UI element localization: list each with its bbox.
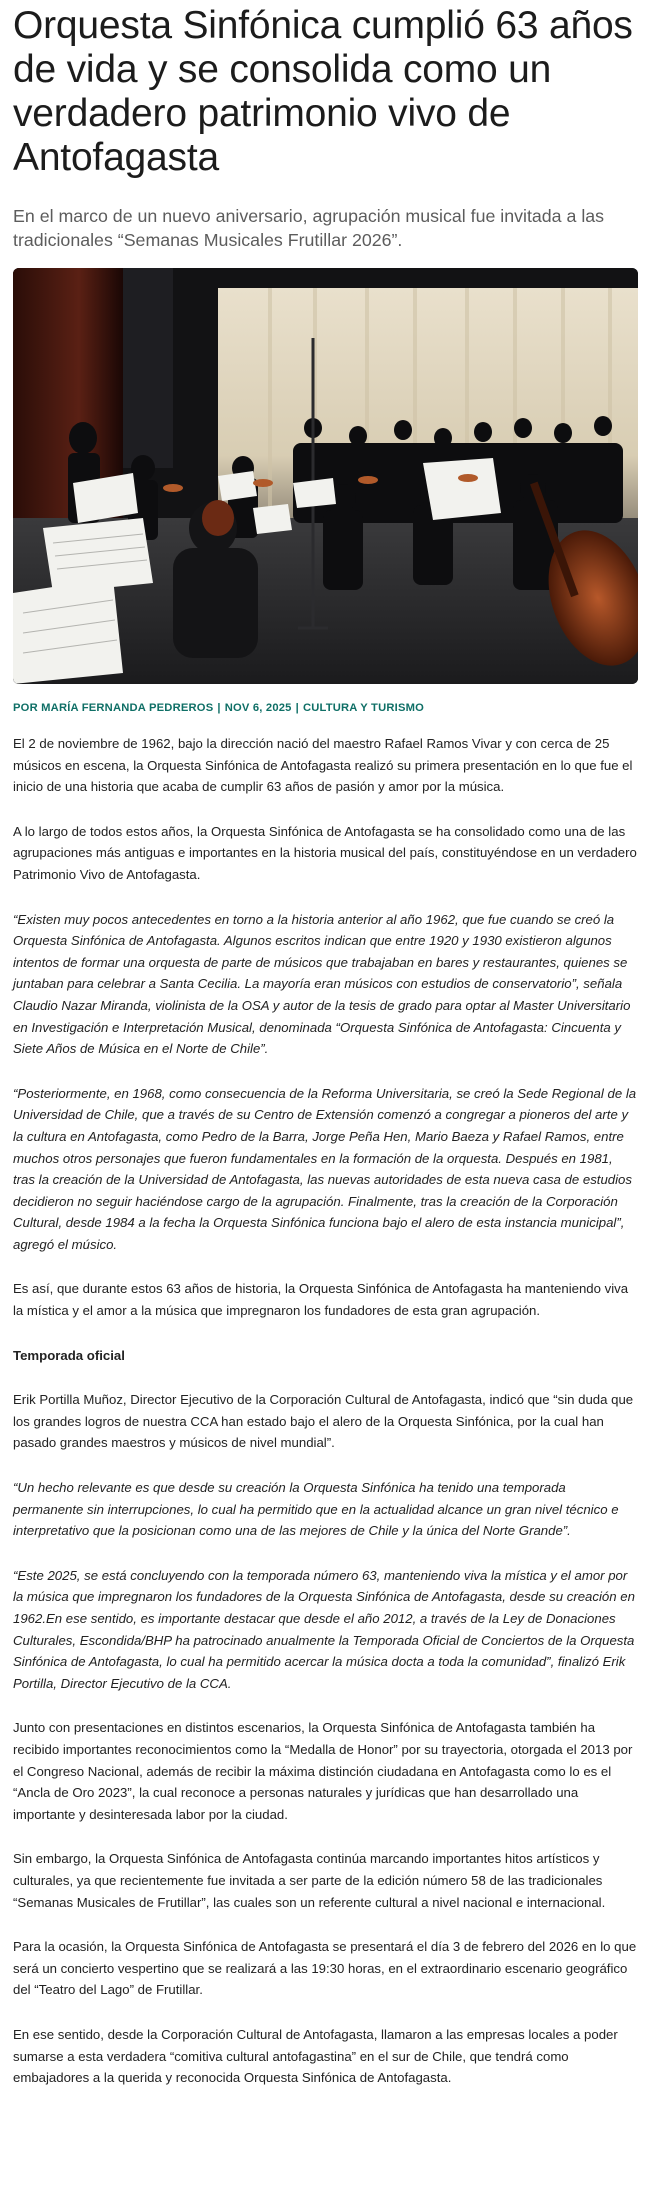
- article-byline: [13, 702, 424, 714]
- byline-author[interactable]: POR MARÍA FERNANDA PEDREROS: [13, 702, 214, 714]
- byline-separator: |: [295, 702, 299, 714]
- orchestra-photo-icon: [13, 268, 638, 684]
- article-quote-paragraph: “Este 2025, se está concluyendo con la temporada número 63, manteniendo viva la mística y el amor por la música que impregnaron los fundadores de la Orquesta Sinfónica de Antofagasta, desde su creación en 1962.En ese sentido, es importante destacar que desde el año 2012, a través de la Ley de Donaciones Culturales, Escondida/BHP ha patrocinado anualmente la Temporada Oficial de Conciertos de la Orquesta Sinfónica de Antofagasta, lo cual ha permitido acercar la música docta a toda la comunidad”, finalizó Erik Portilla, Director Ejecutivo de la CCA.: [13, 1567, 635, 1691]
- article-subtitle: En el marco de un nuevo aniversario, agrupación musical fue invitada a las tradicionales “Semanas Musicales Frutillar 2026”.: [13, 206, 605, 250]
- article-paragraph: Junto con presentaciones en distintos escenarios, la Orquesta Sinfónica de Antofagasta también ha recibido importantes reconocimientos como la “Medalla de Honor” por su trayectoria, otorgada el 2013 por el Congreso Nacional, además de recibir la máxima distinción ciudadana en Antofagasta como lo es el “Ancla de Oro 2023”, la cual reconoce a personas naturales y jurídicas que han desarrollado una importante y desinteresada labor por la ciudad.: [13, 1720, 633, 1822]
- article-paragraph: El 2 de noviembre de 1962, bajo la dirección nació del maestro Rafael Ramos Vivar y con cerca de 25 músicos en escena, la Orquesta Sinfónica de Antofagasta realizó su primera presentación en lo que fue el inicio de una historia que acaba de cumplir 63 años de pasión y amor por la música.: [13, 736, 633, 795]
- article-quote-paragraph: “Un hecho relevante es que desde su creación la Orquesta Sinfónica ha tenido una temporada permanente sin interrupciones, lo cual ha permitido que en la actualidad alcance un gran nivel técnico e interpretativo que la posicionan como una de las mejores de Chile y la única del Norte Grande”.: [13, 1480, 619, 1539]
- article-body: [13, 733, 638, 2089]
- article-hero-image: [13, 268, 638, 684]
- section-heading: Temporada oficial: [13, 1347, 125, 1363]
- article-paragraph: A lo largo de todos estos años, la Orquesta Sinfónica de Antofagasta se ha consolidado como una de las agrupaciones más antiguas e importantes en la historia musical del país, constituyéndose en un verdadero Patrimonio Vivo de Antofagasta.: [13, 823, 637, 882]
- article-quote-paragraph: “Existen muy pocos antecedentes en torno a la historia anterior al año 1962, que fue cuando se creó la Orquesta Sinfónica de Antofagasta. Algunos escritos indican que entre 1920 y 1930 existieron algunos intentos de formar una orquesta de parte de músicos que trabajaban en bares y restaurantes, quienes se juntaban para celebrar a Santa Cecilia. La mayoría eran músicos con estudios de conservatorio”, señala Claudio Nazar Miranda, violinista de la OSA y autor de la tesis de grado para optar al Master Universitario en Investigación e Interpretación Musical, denominada “Orquesta Sinfónica de Antofagasta: Cincuenta y Siete Años de Música en el Norte de Chile”.: [13, 911, 631, 1057]
- byline-separator: |: [217, 702, 221, 714]
- byline-category[interactable]: CULTURA Y TURISMO: [302, 702, 425, 714]
- article-quote-paragraph: “Posteriormente, en 1968, como consecuencia de la Reforma Universitaria, se creó la Sede Regional de la Universidad de Chile, que a través de su Centro de Extensión comenzó a congregar a pioneros del arte y la cultura en Antofagasta, como Pedro de la Barra, Jorge Peña Hen, Mario Baeza y Rafael Ramos, entre muchos otros personajes que fueron fundamentales en la formación de la orquesta. Después en 1981, tras la creación de la Universidad de Antofagasta, las nuevas autoridades de esta nueva casa de estudios decidieron no seguir haciéndose cargo de la agrupación. Finalmente, tras la creación de la Corporación Cultural, desde 1984 a la fecha la Orquesta Sinfónica funciona bajo el alero de esta instancia municipal”, agregó el músico.: [13, 1085, 637, 1252]
- article-paragraph: En ese sentido, desde la Corporación Cultural de Antofagasta, llamaron a las empresas locales a poder sumarse a esta verdadera “comitiva cultural antofagastina” en el sur de Chile, que tendrá como embajadores a la querida y reconocida Orquesta Sinfónica de Antofagasta.: [13, 2026, 618, 2086]
- article-paragraph: Erik Portilla Muñoz, Director Ejecutivo de la Corporación Cultural de Antofagasta, indicó que “sin duda que los grandes logros de nuestra CCA han estado bajo el alero de la Orquesta Sinfónica, por la cual han pasado grandes maestros y músicos de nivel mundial”.: [13, 1392, 634, 1451]
- article-paragraph: Sin embargo, la Orquesta Sinfónica de Antofagasta continúa marcando importantes hitos artísticos y culturales, ya que recientemente fue invitada a ser parte de la edición número 58 de las tradicionales “Semanas Musicales de Frutillar”, las cuales son un referente cultural a nivel nacional e internacional.: [13, 1851, 606, 1910]
- article-paragraph: Es así, que durante estos 63 años de historia, la Orquesta Sinfónica de Antofagasta ha manteniendo viva la mística y el amor a la música que impregnaron los fundadores de esta gran agrupación.: [13, 1281, 629, 1319]
- article-title: Orquesta Sinfónica cumplió 63 años de vida y se consolida como un verdadero patrimonio vivo de Antofagasta: [13, 4, 633, 179]
- byline-date: NOV 6, 2025: [224, 702, 292, 714]
- article-paragraph: Para la ocasión, la Orquesta Sinfónica de Antofagasta se presentará el día 3 de febrero del 2026 en lo que será un concierto vespertino que se realizará a las 19:30 horas, en el extraordinario escenario geográfico del “Teatro del Lago” de Frutillar.: [13, 1939, 637, 1998]
